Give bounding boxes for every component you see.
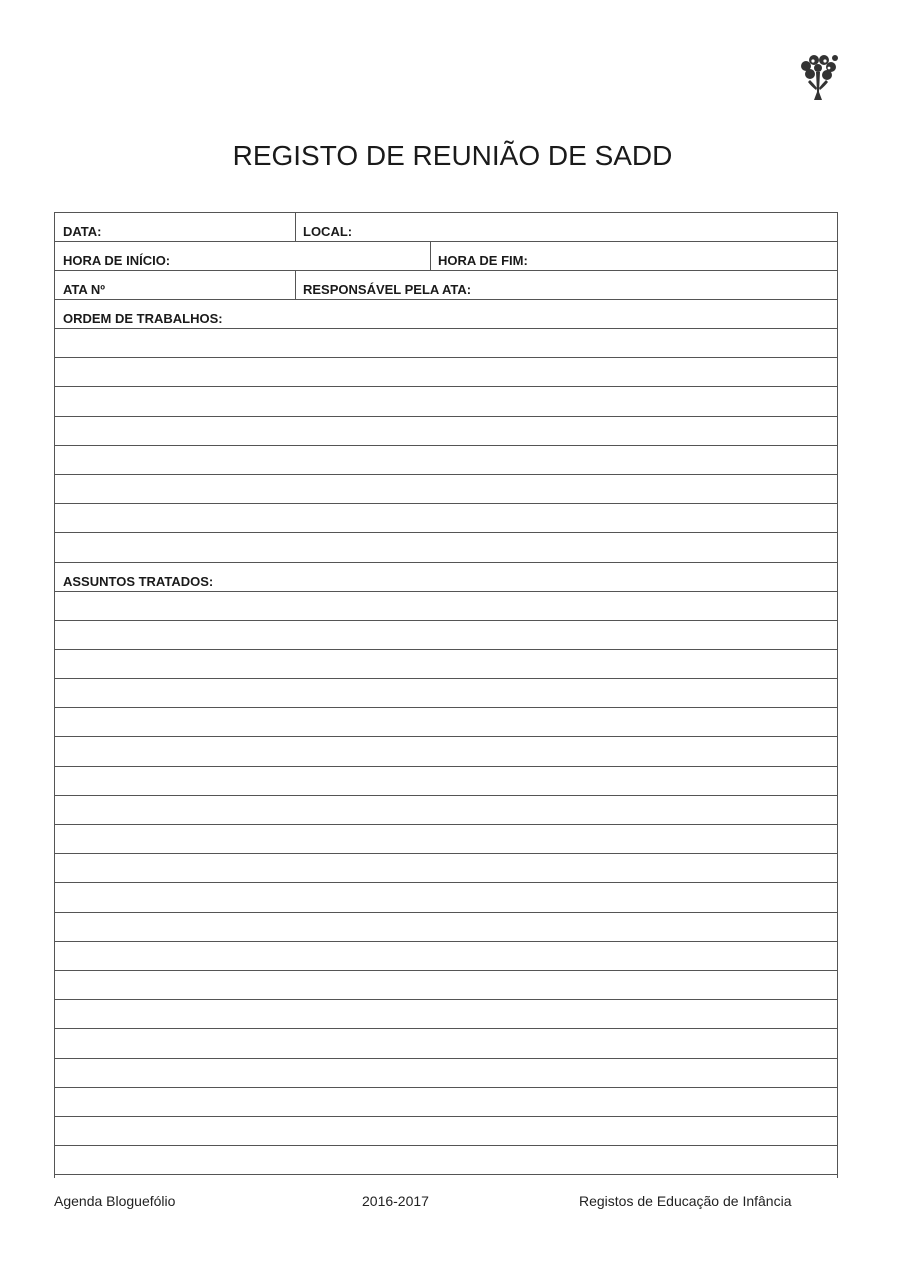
ordem-line[interactable] (54, 358, 838, 387)
assuntos-line[interactable] (54, 1000, 838, 1029)
ordem-trabalhos-lines (54, 329, 838, 563)
ordem-trabalhos-header (54, 300, 838, 328)
assuntos-line[interactable] (54, 1088, 838, 1117)
assuntos-line[interactable] (54, 1117, 838, 1146)
assuntos-line[interactable] (54, 767, 838, 796)
assuntos-line[interactable] (54, 650, 838, 679)
ordem-line[interactable] (54, 504, 838, 533)
assuntos-line[interactable] (54, 854, 838, 883)
assuntos-line[interactable] (54, 825, 838, 854)
form-row-ordem-header (54, 300, 838, 329)
form-row-ata (54, 271, 838, 300)
assuntos-tratados-header (54, 563, 838, 591)
assuntos-line[interactable] (54, 883, 838, 912)
page-title: REGISTO DE REUNIÃO DE SADD (232, 140, 673, 171)
ata-numero-label: ATA Nº (63, 282, 106, 297)
ordem-line[interactable] (54, 533, 838, 562)
ordem-line[interactable] (54, 446, 838, 475)
ata-numero-field[interactable] (54, 271, 295, 299)
local-field[interactable] (295, 213, 838, 241)
meeting-form (54, 212, 838, 1175)
hora-fim-label: HORA DE FIM: (438, 253, 528, 268)
assuntos-line[interactable] (54, 942, 838, 971)
assuntos-line[interactable] (54, 913, 838, 942)
hora-fim-field[interactable] (430, 242, 838, 270)
hora-inicio-label: HORA DE INÍCIO: (63, 253, 171, 268)
form-row-times (54, 242, 838, 271)
responsavel-label: RESPONSÁVEL PELA ATA: (303, 282, 472, 297)
responsavel-field[interactable] (295, 271, 838, 299)
data-field[interactable] (54, 213, 295, 241)
assuntos-line[interactable] (54, 592, 838, 621)
assuntos-line[interactable] (54, 737, 838, 766)
tree-with-hands-icon (796, 52, 840, 102)
assuntos-line[interactable] (54, 621, 838, 650)
assuntos-line[interactable] (54, 1029, 838, 1058)
assuntos-line[interactable] (54, 708, 838, 737)
local-label: LOCAL: (303, 224, 353, 239)
footer-left: Agenda Bloguefólio (54, 1193, 176, 1209)
ordem-line[interactable] (54, 387, 838, 416)
footer-right: Registos de Educação de Infância (579, 1193, 792, 1209)
form-row-date-location (54, 212, 838, 242)
assuntos-line[interactable] (54, 679, 838, 708)
assuntos-tratados-lines (54, 592, 838, 1176)
assuntos-line[interactable] (54, 1059, 838, 1088)
assuntos-line[interactable] (54, 796, 838, 825)
form-row-assuntos-header (54, 563, 838, 592)
ordem-line[interactable] (54, 329, 838, 358)
assuntos-line[interactable] (54, 1146, 838, 1175)
hora-inicio-field[interactable] (54, 242, 430, 270)
ordem-line[interactable] (54, 417, 838, 446)
assuntos-line[interactable] (54, 971, 838, 1000)
ordem-trabalhos-label: ORDEM DE TRABALHOS: (63, 311, 223, 326)
ordem-line[interactable] (54, 475, 838, 504)
assuntos-tratados-label: ASSUNTOS TRATADOS: (63, 573, 214, 589)
data-label: DATA: (63, 224, 102, 239)
footer-center: 2016-2017 (362, 1193, 429, 1209)
